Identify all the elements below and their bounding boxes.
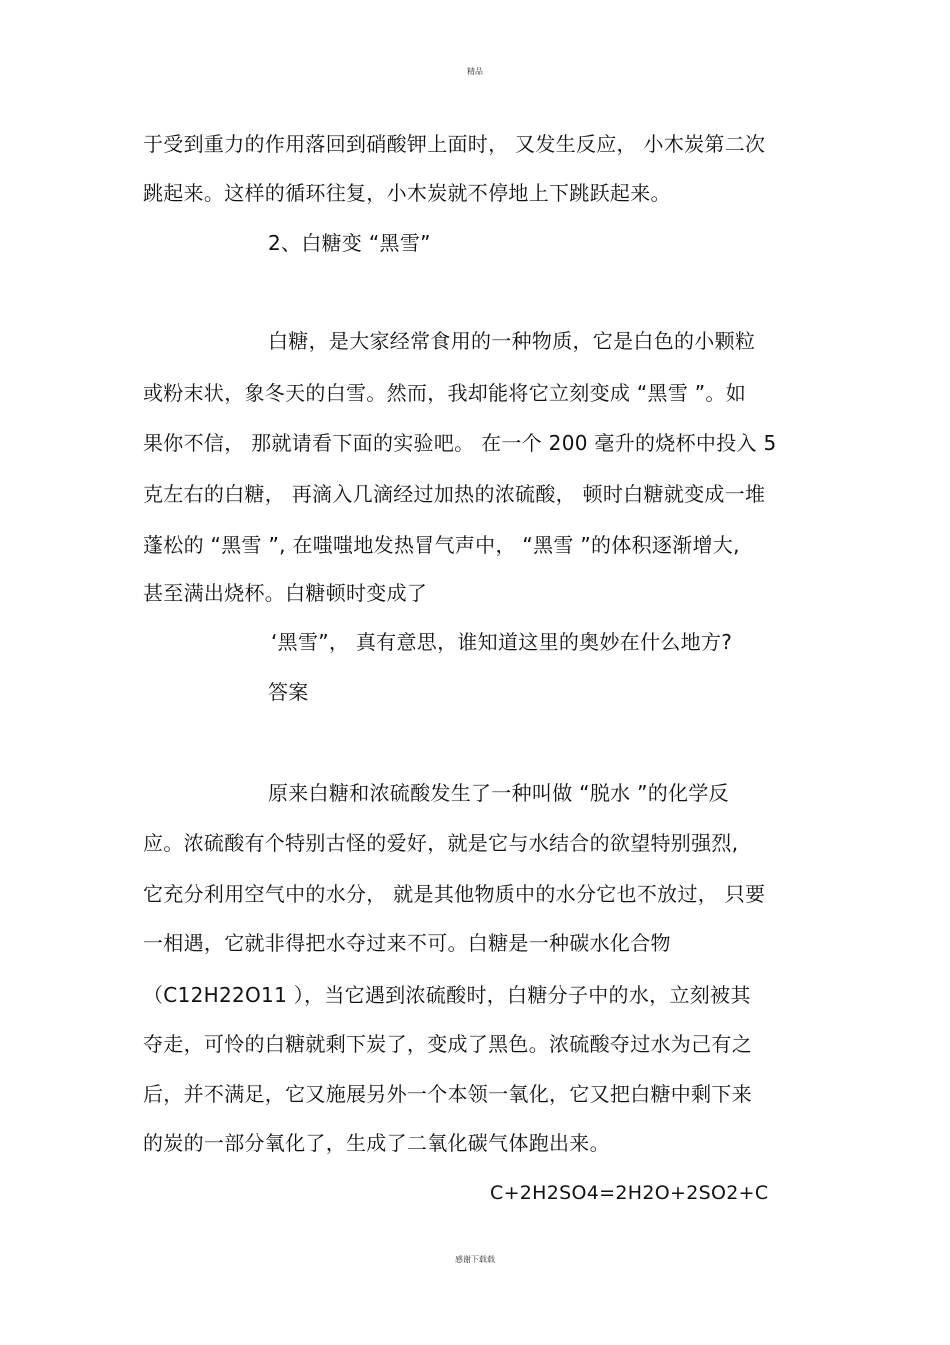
body-line: 克左右的白糖， 再滴入几滴经过加热的浓硫酸， 顿时白糖就变成一堆 <box>143 482 766 506</box>
body-line: 的炭的一部分氧化了，生成了二氧化碳气体跑出来。 <box>143 1131 610 1155</box>
page-header: 精品 <box>467 67 483 76</box>
body-line: 一相遇，它就非得把水夺过来不可。白糖是一种碳水化合物 <box>143 931 671 955</box>
body-line: （C12H22O11 ），当它遇到浓硫酸时，白糖分子中的水，立刻被其 <box>143 983 751 1007</box>
body-line: 蓬松的 “黑雪 ”, 在嗤嗤地发热冒气声中， “黑雪 ”的体积逐渐增大, <box>143 533 740 557</box>
section-heading: 2、白糖变 “黑雪” <box>268 231 431 255</box>
body-line: 果你不信， 那就请看下面的实验吧。 在一个 200 毫升的烧杯中投入 5 <box>143 431 777 455</box>
body-line: ‘黑雪”， 真有意思，谁知道这里的奥妙在什么地方? <box>271 630 733 654</box>
body-line: 白糖，是大家经常食用的一种物质，它是白色的小颗粒 <box>268 329 756 353</box>
answer-heading: 答案 <box>268 680 309 704</box>
body-line: 后，并不满足，它又施展另外一个本领一氧化，它又把白糖中剩下来 <box>143 1082 752 1106</box>
body-line: 原来白糖和浓硫酸发生了一种叫做 “脱水 ”的化学反 <box>268 781 729 805</box>
body-line: 它充分利用空气中的水分， 就是其他物质中的水分它也不放过， 只要 <box>143 882 766 906</box>
body-line: 应。浓硫酸有个特别古怪的爱好，就是它与水结合的欲望特别强烈, <box>143 831 739 855</box>
body-line: 于受到重力的作用落回到硝酸钾上面时， 又发生反应， 小木炭第二次 <box>143 132 766 156</box>
body-line: 夺走，可怜的白糖就剩下炭了，变成了黑色。浓硫酸夺过水为己有之 <box>143 1032 752 1056</box>
page-footer: 感谢下载载 <box>455 1255 495 1264</box>
body-line: 跳起来。这样的循环往复，小木炭就不停地上下跳跃起来。 <box>143 181 671 205</box>
body-line: 或粉末状，象冬天的白雪。然而，我却能将它立刻变成 “黑雪 ”。如 <box>143 381 747 405</box>
chemical-equation: C+2H2SO4=2H2O+2SO2+C <box>490 1182 769 1204</box>
body-line: 甚至满出烧杯。白糖顿时变成了 <box>143 581 428 605</box>
